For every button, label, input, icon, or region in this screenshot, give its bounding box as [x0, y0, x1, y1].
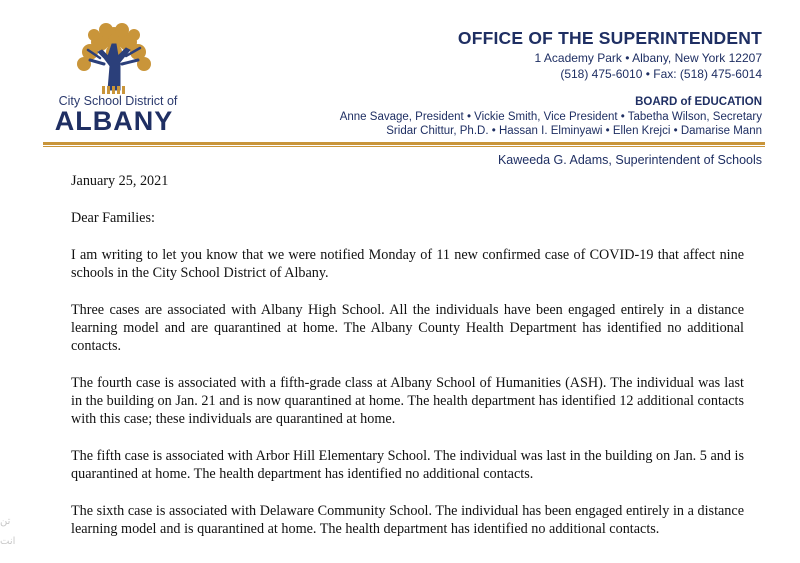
letter-salutation: Dear Families:	[71, 210, 155, 226]
side-text	[0, 512, 15, 552]
logo-subtitle: City School District of	[58, 94, 178, 108]
office-header	[458, 28, 762, 81]
header-divider	[43, 142, 765, 147]
district-logo	[44, 20, 184, 138]
side-text-line: انت	[0, 536, 16, 547]
side-text-line: تن	[0, 516, 11, 527]
logo-name: ALBANY	[54, 106, 174, 136]
board-heading: BOARD of EDUCATION	[635, 96, 762, 108]
board-members-row-1: Anne Savage, President • Vickie Smith, Vice President • Tabetha Wilson, Secretary	[339, 111, 762, 123]
office-title: OFFICE OF THE SUPERINTENDENT	[457, 28, 762, 48]
tree-icon	[64, 20, 164, 94]
office-phone: (518) 475-6010 • Fax: (518) 475-6014	[560, 67, 762, 81]
letter-date: January 25, 2021	[71, 173, 169, 189]
superintendent-name: Kaweeda G. Adams, Superintendent of Schools	[497, 153, 762, 167]
letter-body	[71, 172, 744, 557]
letter-paragraph: Three cases are associated with Albany High School. All the individuals have been engaged entirely in a distance learning model and are quarantined at home. The Albany County Health Department has identified no additional contacts.	[71, 302, 744, 354]
letter-paragraph: I am writing to let you know that we were notified Monday of 11 new confirmed case of COVID-19 that affect nine schools in the City School District of Albany.	[71, 247, 744, 281]
board-of-education	[340, 96, 762, 138]
board-members-row-2: Sridar Chittur, Ph.D. • Hassan I. Elminyawi • Ellen Krejci • Damarise Mann	[386, 125, 762, 137]
letter-paragraph: The fourth case is associated with a fifth-grade class at Albany School of Humanities (ASH). The individual was last in the building on Jan. 21 and is now quarantined at home. The health department has identified 12 additional contacts with this case; these individuals are quarantined at home.	[71, 375, 744, 427]
letter-paragraph: The sixth case is associated with Delaware Community School. The individual has been engaged entirely in a distance learning model and is quarantined at home. The health department has identified no additional contacts.	[71, 503, 744, 537]
letterhead	[0, 0, 800, 170]
letter-paragraph: The fifth case is associated with Arbor Hill Elementary School. The individual was last in the building on Jan. 5 and is quarantined at home. The health department has identified no additional contacts.	[71, 448, 744, 482]
office-address: 1 Academy Park • Albany, New York 12207	[534, 51, 762, 65]
